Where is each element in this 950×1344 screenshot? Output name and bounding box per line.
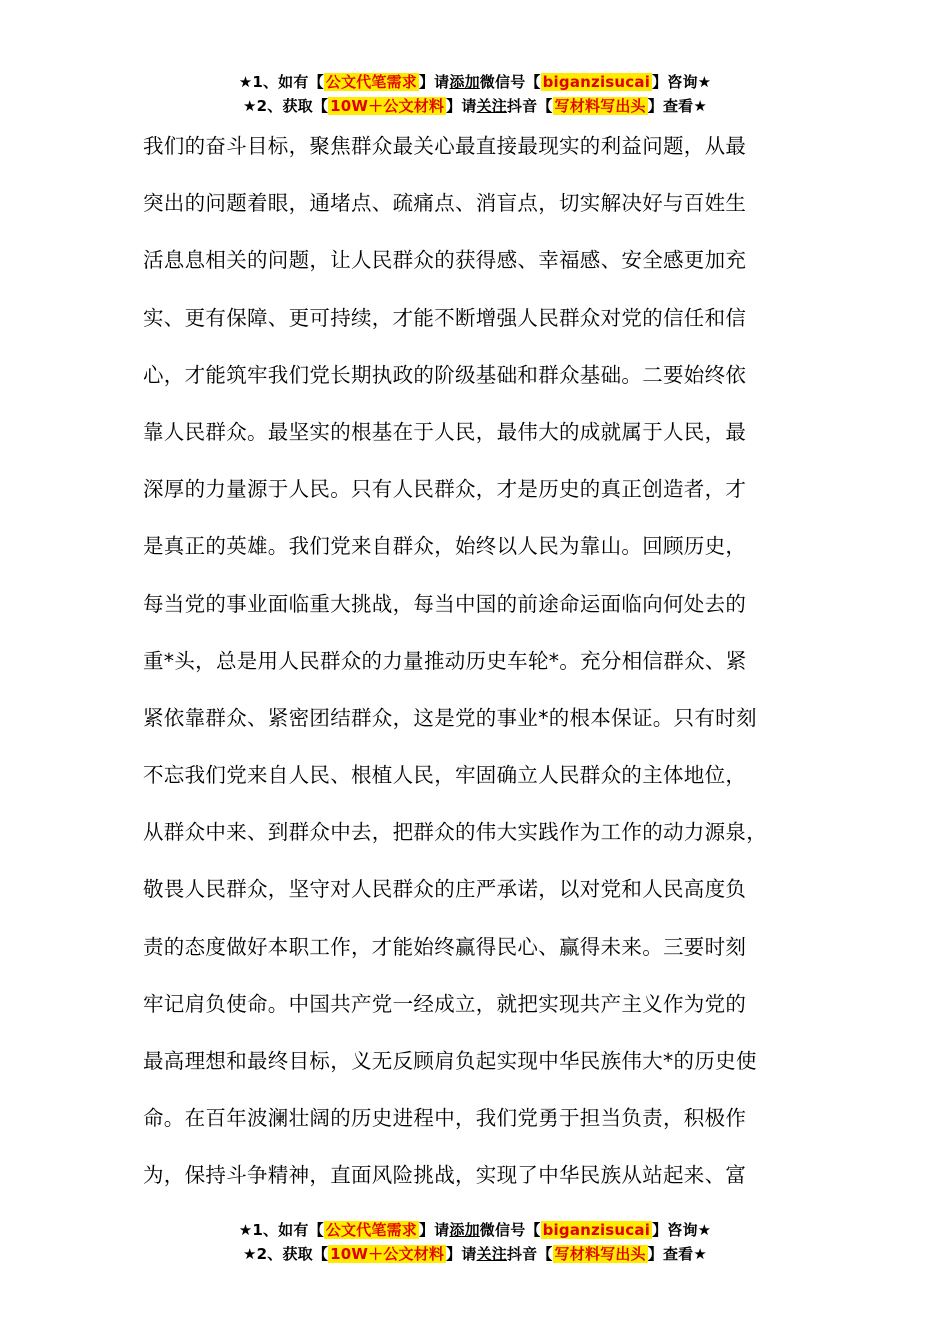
highlight-wechat-id: biganzisucai [542, 73, 651, 91]
body-line: 是真正的英雄。我们党来自群众，始终以人民为靠山。回顾历史， [143, 534, 747, 559]
banner-underlined-text: 关注 [476, 1245, 507, 1263]
banner-text: 抖音【 [506, 97, 553, 115]
body-line: 牢记肩负使命。中国共产党一经成立，就把实现共产主义作为党的 [143, 991, 747, 1016]
body-line: 命。在百年波澜壮阔的历史进程中，我们党勇于担当负责，积极作 [143, 1106, 747, 1131]
body-line: 靠人民群众。最坚实的根基在于人民，最伟大的成就属于人民，最 [143, 419, 747, 444]
highlight-douyin-account: 写材料写出头 [554, 97, 646, 115]
document-body [143, 118, 833, 1205]
highlight-materials: 10W＋公文材料 [330, 1245, 445, 1263]
body-line: 每当党的事业面临重大挑战，每当中国的前途命运面临向何处去的 [143, 591, 747, 616]
body-line: 最高理想和最终目标，义无反顾肩负起实现中华民族伟大*的历史使 [143, 1049, 757, 1073]
banner-text: 】请 [418, 73, 450, 91]
banner-underlined-text: 添加 [449, 73, 480, 91]
body-line: 重*头，总是用人民群众的力量推动历史车轮*。充分相信群众、紧 [143, 648, 747, 673]
banner-text: 】请 [446, 97, 477, 115]
highlight-wechat-id: biganzisucai [542, 1221, 651, 1239]
banner-line-1 [0, 70, 950, 94]
banner-text: ★1、如有【 [238, 1221, 324, 1239]
banner-text: 】咨询★ [652, 73, 712, 91]
body-line: 我们的奋斗目标，聚焦群众最关心最直接最现实的利益问题，从最 [143, 134, 747, 158]
body-line: 深厚的力量源于人民。只有人民群众，才是历史的真正创造者，才 [143, 477, 747, 502]
highlight-douyin-account: 写材料写出头 [554, 1245, 646, 1263]
highlight-materials: 10W＋公文材料 [330, 97, 445, 115]
banner-text: 】查看★ [647, 1245, 707, 1263]
banner-text: ★2、获取【 [243, 97, 329, 115]
body-line: 为，保持斗争精神，直面风险挑战，实现了中华民族从站起来、富 [143, 1163, 747, 1188]
body-line: 不忘我们党来自人民、根植人民，牢固确立人民群众的主体地位， [143, 763, 747, 788]
banner-underlined-text: 添加 [449, 1221, 480, 1239]
banner-underlined-text: 关注 [476, 97, 507, 115]
banner-text: 】咨询★ [652, 1221, 712, 1239]
body-line: 实、更有保障、更可持续，才能不断增强人民群众对党的信任和信 [143, 305, 747, 330]
banner-text: 微信号【 [479, 73, 541, 91]
banner-line-2 [0, 1242, 950, 1266]
banner-text: 】查看★ [647, 97, 707, 115]
banner-text: 微信号【 [479, 1221, 541, 1239]
banner-text: 】请 [418, 1221, 450, 1239]
banner-text: ★2、获取【 [243, 1245, 329, 1263]
banner-text: 】请 [446, 1245, 477, 1263]
header-banner [0, 70, 950, 118]
banner-text: 抖音【 [506, 1245, 553, 1263]
body-line: 紧依靠群众、紧密团结群众，这是党的事业*的根本保证。只有时刻 [143, 705, 757, 730]
footer-banner [0, 1218, 950, 1266]
body-line: 责的态度做好本职工作，才能始终赢得民心、赢得未来。三要时刻 [143, 934, 747, 959]
body-line: 突出的问题着眼，通堵点、疏痛点、消盲点，切实解决好与百姓生 [143, 191, 747, 216]
banner-text: ★1、如有【 [238, 73, 324, 91]
body-line: 敬畏人民群众，坚守对人民群众的庄严承诺，以对党和人民高度负 [143, 877, 747, 902]
body-line: 心，才能筑牢我们党长期执政的阶级基础和群众基础。二要始终依 [143, 362, 747, 387]
banner-line-1 [0, 1218, 950, 1242]
banner-line-2 [0, 94, 950, 118]
body-line: 活息息相关的问题，让人民群众的获得感、幸福感、安全感更加充 [143, 248, 747, 273]
highlight-service: 公文代笔需求 [325, 1221, 417, 1239]
highlight-service: 公文代笔需求 [325, 73, 417, 91]
body-line: 从群众中来、到群众中去，把群众的伟大实践作为工作的动力源泉， [143, 820, 767, 845]
